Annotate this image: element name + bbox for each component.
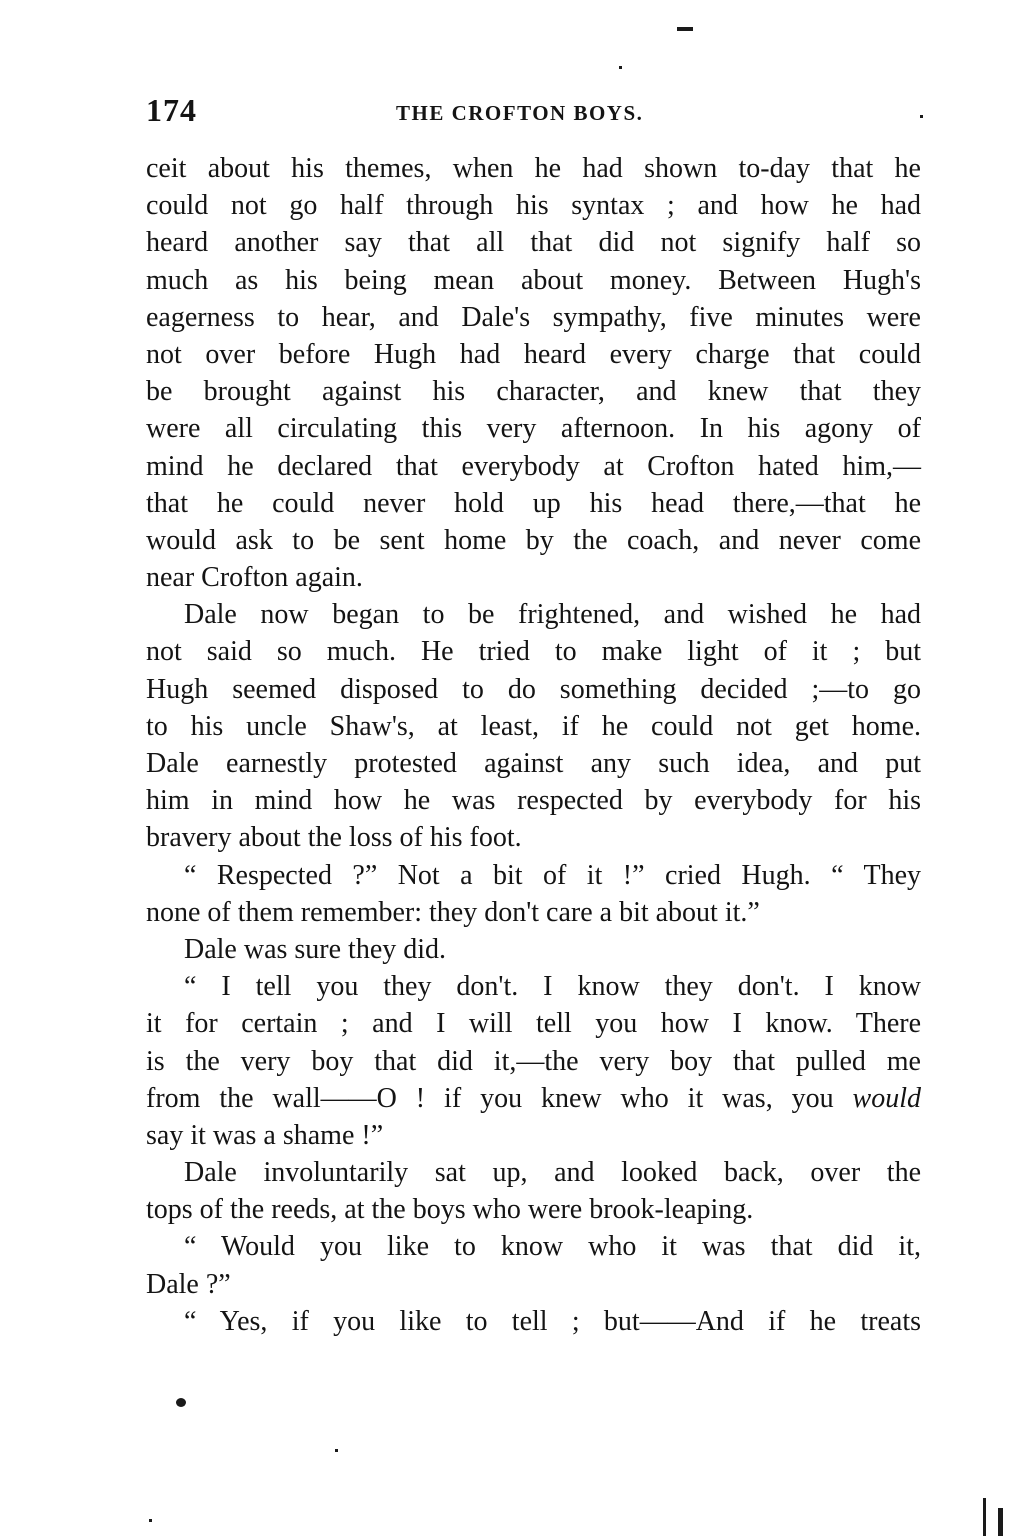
text-line: bravery about the loss of his foot.: [146, 822, 522, 854]
text-line: “ I tell you they don't. I know they don't. I know: [184, 971, 921, 1003]
text-line: near Crofton again.: [146, 562, 363, 594]
print-speck: [619, 66, 622, 69]
text-line: not over before Hugh had heard every charge that could: [146, 338, 921, 370]
scan-edge-mark: [998, 1508, 1003, 1536]
text-line: [146, 1080, 921, 1117]
text-line: Dale involuntarily sat up, and looked back, over the: [184, 1157, 921, 1189]
running-head: THE CROFTON BOYS.: [396, 101, 644, 125]
text-line: tops of the reeds, at the boys who were brook-leaping.: [146, 1194, 754, 1226]
text-line-segment: from the wall——O ! if you knew who it was, you: [146, 1082, 853, 1114]
text-line: would ask to be sent home by the coach, and never come: [146, 524, 921, 556]
scan-edge-mark: [983, 1498, 986, 1536]
print-mark: [677, 27, 693, 31]
text-line: is the very boy that did it,—the very boy that pulled me: [146, 1045, 921, 1077]
text-line: Dale earnestly protested against any such idea, and put: [146, 748, 921, 779]
emphasized-word: would: [852, 1082, 921, 1114]
text-line: that he could never hold up his head there,—that he: [146, 487, 921, 519]
text-line: much as his being mean about money. Between Hugh's: [146, 264, 921, 296]
text-line: say it was a shame !”: [146, 1119, 384, 1151]
text-line: it for certain ; and I will tell you how I know. There: [146, 1008, 921, 1040]
page-number: 174: [146, 92, 197, 128]
text-line: ceit about his themes, when he had shown to-day that he: [146, 153, 921, 184]
text-line: none of them remember: they don't care a bit about it.”: [146, 896, 760, 928]
text-line: Dale ?”: [146, 1268, 231, 1300]
text-line: Dale now began to be frightened, and wished he had: [184, 599, 921, 631]
body-text: [146, 150, 921, 1340]
text-line: to his uncle Shaw's, at least, if he could not get home.: [146, 710, 921, 742]
text-line: Dale was sure they did.: [184, 933, 447, 965]
text-line: eagerness to hear, and Dale's sympathy, five minutes were: [146, 301, 921, 333]
text-line: “ Would you like to know who it was that did it,: [184, 1231, 921, 1263]
text-line: “ Yes, if you like to tell ; but——And if he treats: [184, 1305, 921, 1337]
text-line: were all circulating this very afternoon. In his agony of: [146, 413, 921, 445]
print-speck: [149, 1519, 152, 1522]
text-line: Hugh seemed disposed to do something decided ;—to go: [146, 673, 921, 705]
text-line: mind he declared that everybody at Crofton hated him,—: [146, 450, 921, 482]
ink-blot: [176, 1398, 186, 1407]
text-line: be brought against his character, and knew that they: [146, 376, 921, 408]
text-line: could not go half through his syntax ; and how he had: [146, 190, 921, 222]
print-speck: [335, 1449, 338, 1452]
text-line: “ Respected ?” Not a bit of it !” cried Hugh. “ They: [184, 859, 921, 891]
text-line: him in mind how he was respected by everybody for his: [146, 785, 921, 817]
text-line: not said so much. He tried to make light of it ; but: [146, 636, 921, 668]
page-header: [146, 92, 926, 136]
text-line: heard another say that all that did not signify half so: [146, 227, 921, 259]
